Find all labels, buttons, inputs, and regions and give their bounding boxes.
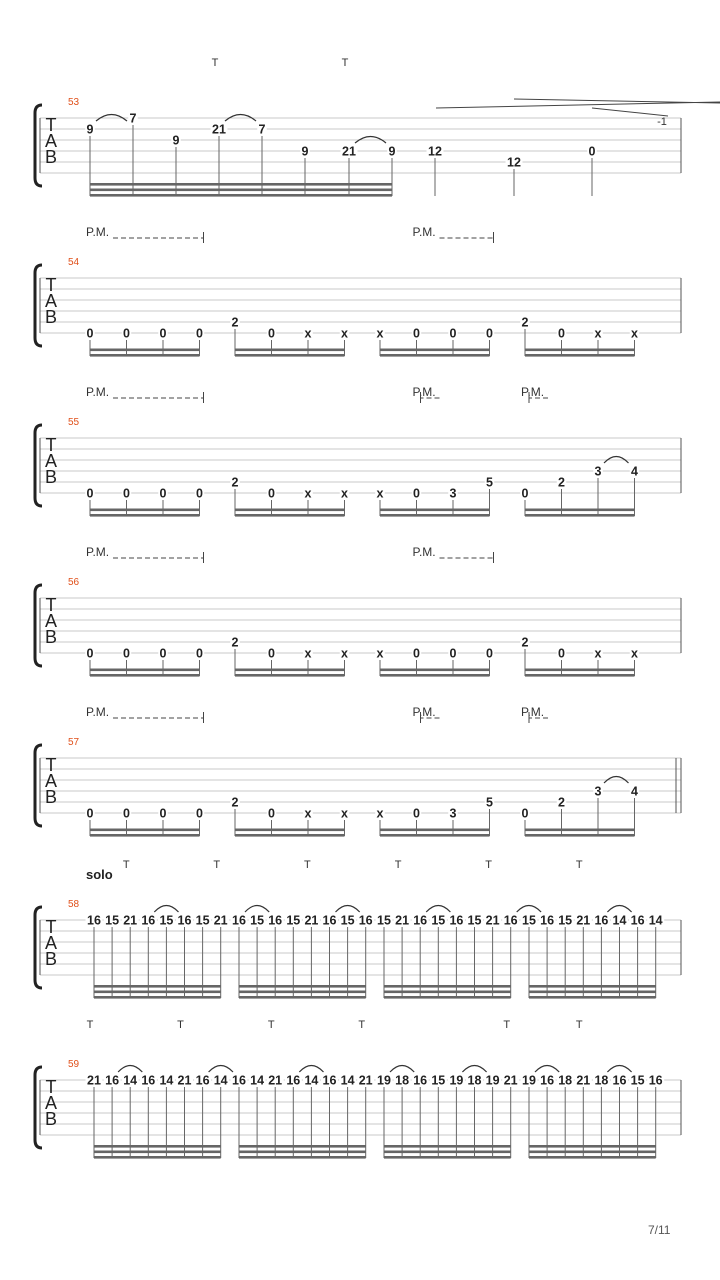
fret-number: 15 (195, 913, 210, 928)
beam (94, 1156, 221, 1159)
fret-number: 2 (558, 475, 565, 490)
fret-number: 16 (232, 913, 246, 928)
tap-mark: T (122, 859, 130, 871)
beam (239, 996, 366, 999)
beam (529, 1156, 656, 1159)
fret-number: 16 (648, 1073, 663, 1088)
fret-number: 15 (377, 913, 391, 928)
fret-number: 16 (413, 1073, 428, 1088)
fret-number: 0 (123, 486, 130, 501)
beam (90, 509, 200, 512)
beam (235, 674, 345, 677)
fret-number: 16 (141, 1073, 156, 1088)
fret-number: x (376, 486, 384, 501)
fret-number: 3 (449, 486, 457, 501)
beam (384, 996, 511, 999)
system-bracket (35, 105, 42, 186)
tab-clef-letter: A (44, 451, 58, 471)
fret-number: 5 (486, 795, 493, 810)
tab-clef-letter: B (44, 949, 58, 969)
fret-number: 15 (431, 913, 446, 928)
fret-number: 16 (540, 913, 555, 928)
beam (525, 354, 635, 357)
tap-mark: T (575, 1019, 583, 1031)
slur (607, 1066, 631, 1073)
fret-number: 21 (213, 913, 228, 928)
system-bracket (35, 585, 42, 666)
fret-number: 0 (558, 646, 565, 661)
fret-number: 14 (612, 913, 627, 928)
fret-number: 15 (159, 913, 174, 928)
beam (380, 349, 490, 352)
palm-mute-label: P.M. (86, 705, 110, 719)
fret-number: 0 (521, 486, 529, 501)
fret-number: 0 (86, 646, 94, 661)
beam (235, 834, 345, 837)
beam (380, 669, 490, 672)
fret-number: 15 (105, 913, 120, 928)
tab-clef-letter: T (45, 275, 57, 295)
beam (94, 985, 221, 988)
fret-number: 14 (648, 913, 663, 928)
tab-clef-letter: B (44, 627, 58, 647)
fret-number: x (341, 806, 348, 821)
tap-mark: T (177, 1019, 184, 1031)
tab-clef-letter: A (44, 611, 58, 631)
whammy-line (436, 102, 720, 108)
tab-clef-letter: B (44, 147, 58, 167)
fret-number: 16 (540, 1073, 555, 1088)
tab-clef-letter: T (45, 595, 57, 615)
fret-number: 16 (87, 913, 101, 928)
fret-number: 2 (521, 635, 529, 650)
fret-number: x (304, 806, 312, 821)
palm-mute-label: P.M. (86, 385, 110, 399)
beam (94, 991, 221, 994)
beam (90, 194, 392, 197)
palm-mute-label: P.M. (412, 225, 436, 239)
beam (90, 349, 200, 352)
beam (94, 1145, 221, 1148)
tab-system-55 (35, 385, 681, 517)
fret-number: 14 (123, 1073, 138, 1088)
tab-clef-letter: T (45, 917, 57, 937)
fret-number: 3 (594, 784, 602, 799)
tap-mark: T (485, 859, 492, 871)
fret-number: 21 (485, 913, 500, 928)
measure-number: 56 (68, 577, 80, 588)
fret-number: 15 (467, 913, 482, 928)
palm-mute-label: P.M. (412, 545, 436, 559)
fret-number: 21 (395, 913, 410, 928)
beam (384, 991, 511, 994)
beam (380, 834, 490, 837)
fret-number: 16 (449, 913, 464, 928)
fret-number: 12 (428, 144, 442, 159)
tap-mark: T (213, 859, 221, 871)
tab-clef-letter: T (45, 115, 57, 135)
fret-number: 16 (105, 1073, 120, 1088)
beam (94, 996, 221, 999)
palm-mute-label: P.M. (86, 545, 110, 559)
beam (525, 834, 635, 837)
fret-number: x (594, 646, 602, 661)
tab-system-58 (35, 859, 681, 999)
fret-number: x (304, 486, 312, 501)
fret-number: 21 (268, 1073, 283, 1088)
fret-number: 16 (286, 1073, 301, 1088)
tab-clef-letter: T (45, 435, 57, 455)
fret-number: 3 (449, 806, 457, 821)
fret-number: 0 (449, 646, 457, 661)
tab-clef-letter: B (44, 787, 58, 807)
tap-mark: T (86, 1019, 94, 1031)
beam (235, 349, 345, 352)
fret-number: 15 (522, 913, 536, 928)
fret-number: x (304, 646, 312, 661)
fret-number: 21 (358, 1073, 373, 1088)
beam (525, 669, 635, 672)
fret-number: 0 (268, 646, 275, 661)
fret-number: 0 (268, 326, 275, 341)
whammy-value: -1 (657, 116, 667, 128)
fret-number: 0 (159, 806, 167, 821)
fret-number: 0 (159, 326, 167, 341)
measure-number: 55 (68, 417, 80, 428)
fret-number: 21 (177, 1073, 192, 1088)
measure-number: 57 (68, 737, 80, 748)
whammy-line (514, 99, 720, 103)
palm-mute-label: P.M. (521, 385, 545, 399)
tap-mark: T (575, 859, 583, 871)
palm-mute-label: P.M. (412, 385, 436, 399)
fret-number: 14 (159, 1073, 174, 1088)
fret-number: 0 (86, 486, 94, 501)
page-number: 7/11 (648, 1223, 671, 1237)
fret-number: 4 (631, 784, 638, 799)
beam (380, 514, 490, 517)
fret-number: 0 (196, 806, 203, 821)
beam (525, 349, 635, 352)
tap-mark: T (394, 859, 402, 871)
fret-number: 15 (286, 913, 301, 928)
beam (384, 1151, 511, 1154)
fret-number: x (631, 646, 638, 661)
beam (90, 183, 392, 186)
system-bracket (35, 745, 42, 826)
palm-mute-label: P.M. (521, 705, 545, 719)
fret-number: 0 (268, 486, 275, 501)
fret-number: 0 (268, 806, 275, 821)
fret-number: 2 (231, 795, 239, 810)
fret-number: 21 (212, 122, 226, 137)
fret-number: 15 (558, 913, 573, 928)
fret-number: 16 (630, 913, 645, 928)
fret-number: 14 (340, 1073, 355, 1088)
fret-number: 9 (388, 144, 396, 159)
fret-number: 0 (123, 806, 130, 821)
fret-number: 9 (172, 133, 180, 148)
beam (384, 1145, 511, 1148)
fret-number: x (341, 646, 348, 661)
fret-number: 0 (413, 646, 420, 661)
tap-mark: T (341, 57, 349, 69)
slur (245, 906, 269, 913)
beam (239, 985, 366, 988)
slur (118, 1066, 142, 1073)
beam (380, 829, 490, 832)
beam (529, 1145, 656, 1148)
tab-clef-letter: A (44, 131, 58, 151)
fret-number: 21 (304, 913, 319, 928)
tab-clef-letter: A (44, 291, 58, 311)
measure-number: 54 (68, 257, 80, 268)
fret-number: 2 (231, 475, 239, 490)
fret-number: 0 (196, 646, 203, 661)
fret-number: 18 (467, 1073, 482, 1088)
fret-number: 0 (486, 646, 493, 661)
fret-number: 16 (612, 1073, 627, 1088)
beam (380, 674, 490, 677)
fret-number: 0 (86, 326, 94, 341)
slur (607, 906, 631, 913)
beam (529, 985, 656, 988)
fret-number: x (594, 326, 602, 341)
beam (239, 1151, 366, 1154)
fret-number: 19 (449, 1073, 464, 1088)
fret-number: x (376, 806, 384, 821)
fret-number: x (376, 646, 384, 661)
beam (239, 1156, 366, 1159)
fret-number: 4 (631, 464, 638, 479)
fret-number: 21 (576, 913, 591, 928)
beam (239, 991, 366, 994)
fret-number: 19 (485, 1073, 500, 1088)
fret-number: 12 (507, 155, 521, 170)
palm-mute-label: P.M. (412, 705, 436, 719)
fret-number: x (376, 326, 384, 341)
slur (390, 1066, 414, 1073)
section-label: solo (86, 867, 113, 882)
slur (154, 906, 178, 913)
beam (384, 1156, 511, 1159)
slur (517, 906, 541, 913)
beam (90, 829, 200, 832)
tab-clef-letter: A (44, 933, 58, 953)
fret-number: 18 (395, 1073, 410, 1088)
fret-number: 16 (141, 913, 156, 928)
tab-system-56 (35, 545, 681, 677)
fret-number: 2 (231, 315, 239, 330)
fret-number: 2 (231, 635, 239, 650)
fret-number: 0 (196, 486, 203, 501)
fret-number: 15 (431, 1073, 446, 1088)
fret-number: 14 (304, 1073, 319, 1088)
tab-clef-letter: A (44, 1093, 58, 1113)
slur (462, 1066, 486, 1073)
tab-clef-letter: B (44, 467, 58, 487)
fret-number: x (341, 486, 348, 501)
fret-number: 0 (86, 806, 94, 821)
fret-number: 15 (630, 1073, 645, 1088)
beam (90, 189, 392, 192)
beam (525, 674, 635, 677)
tab-clef-letter: B (44, 1109, 58, 1129)
beam (380, 509, 490, 512)
palm-mute-label: P.M. (86, 225, 110, 239)
fret-number: 0 (413, 486, 420, 501)
fret-number: 9 (86, 122, 94, 137)
tab-clef-letter: A (44, 771, 58, 791)
beam (529, 996, 656, 999)
fret-number: 7 (258, 122, 266, 137)
fret-number: 15 (340, 913, 355, 928)
beam (90, 514, 200, 517)
beam (380, 354, 490, 357)
measure-number: 58 (68, 899, 80, 910)
beam (235, 509, 345, 512)
fret-number: 19 (522, 1073, 536, 1088)
fret-number: x (341, 326, 348, 341)
tab-system-57 (35, 705, 681, 837)
beam (90, 669, 200, 672)
fret-number: 3 (594, 464, 602, 479)
beam (90, 674, 200, 677)
tap-mark: T (358, 1019, 366, 1031)
fret-number: 16 (322, 1073, 337, 1088)
fret-number: 0 (413, 326, 420, 341)
fret-number: 18 (594, 1073, 609, 1088)
tap-mark: T (267, 1019, 275, 1031)
fret-number: 0 (159, 486, 167, 501)
fret-number: 7 (129, 111, 137, 126)
fret-number: 0 (123, 326, 130, 341)
fret-number: 21 (503, 1073, 518, 1088)
fret-number: 0 (486, 326, 493, 341)
measure-number: 59 (68, 1059, 80, 1070)
fret-number: 21 (123, 913, 138, 928)
beam (90, 834, 200, 837)
beam (525, 509, 635, 512)
tap-mark: T (503, 1019, 511, 1031)
slur (336, 906, 360, 913)
fret-number: 21 (342, 144, 356, 159)
fret-number: 0 (196, 326, 203, 341)
fret-number: 16 (503, 913, 518, 928)
measure-number: 53 (68, 97, 80, 108)
fret-number: 16 (177, 913, 192, 928)
slur (535, 1066, 559, 1073)
beam (94, 1151, 221, 1154)
beam (235, 354, 345, 357)
fret-number: 9 (301, 144, 309, 159)
tab-systems (35, 57, 720, 1159)
fret-number: 16 (268, 913, 283, 928)
fret-number: 16 (594, 913, 609, 928)
fret-number: x (631, 326, 638, 341)
system-bracket (35, 907, 42, 988)
fret-number: 19 (377, 1073, 391, 1088)
fret-number: 16 (232, 1073, 246, 1088)
slur (209, 1066, 233, 1073)
tab-system-59 (35, 1019, 681, 1159)
fret-number: 21 (87, 1073, 101, 1088)
beam (525, 829, 635, 832)
whammy-line (592, 108, 668, 116)
tab-clef-letter: B (44, 307, 58, 327)
fret-number: 0 (521, 806, 529, 821)
fret-number: 0 (123, 646, 130, 661)
fret-number: 0 (558, 326, 565, 341)
beam (529, 1151, 656, 1154)
fret-number: x (304, 326, 312, 341)
tab-system-54 (35, 225, 681, 357)
system-bracket (35, 1067, 42, 1148)
beam (525, 514, 635, 517)
fret-number: 0 (159, 646, 167, 661)
tab-clef-letter: T (45, 1077, 57, 1097)
fret-number: 5 (486, 475, 493, 490)
slur (299, 1066, 323, 1073)
beam (235, 514, 345, 517)
slur (426, 906, 450, 913)
tap-mark: T (304, 859, 311, 871)
tap-mark: T (211, 57, 219, 69)
fret-number: 15 (250, 913, 265, 928)
fret-number: 0 (413, 806, 420, 821)
fret-number: 18 (558, 1073, 573, 1088)
beam (235, 669, 345, 672)
tab-clef-letter: T (45, 755, 57, 775)
fret-number: 2 (521, 315, 529, 330)
fret-number: 0 (588, 144, 596, 159)
fret-number: 16 (195, 1073, 210, 1088)
beam (90, 354, 200, 357)
tab-system-53 (35, 57, 720, 197)
beam (235, 829, 345, 832)
fret-number: 16 (413, 913, 428, 928)
beam (239, 1145, 366, 1148)
system-bracket (35, 425, 42, 506)
system-bracket (35, 265, 42, 346)
beam (529, 991, 656, 994)
fret-number: 14 (213, 1073, 228, 1088)
fret-number: 21 (576, 1073, 591, 1088)
fret-number: 0 (449, 326, 457, 341)
fret-number: 16 (322, 913, 337, 928)
fret-number: 2 (558, 795, 565, 810)
beam (384, 985, 511, 988)
fret-number: 16 (358, 913, 373, 928)
fret-number: 14 (250, 1073, 265, 1088)
